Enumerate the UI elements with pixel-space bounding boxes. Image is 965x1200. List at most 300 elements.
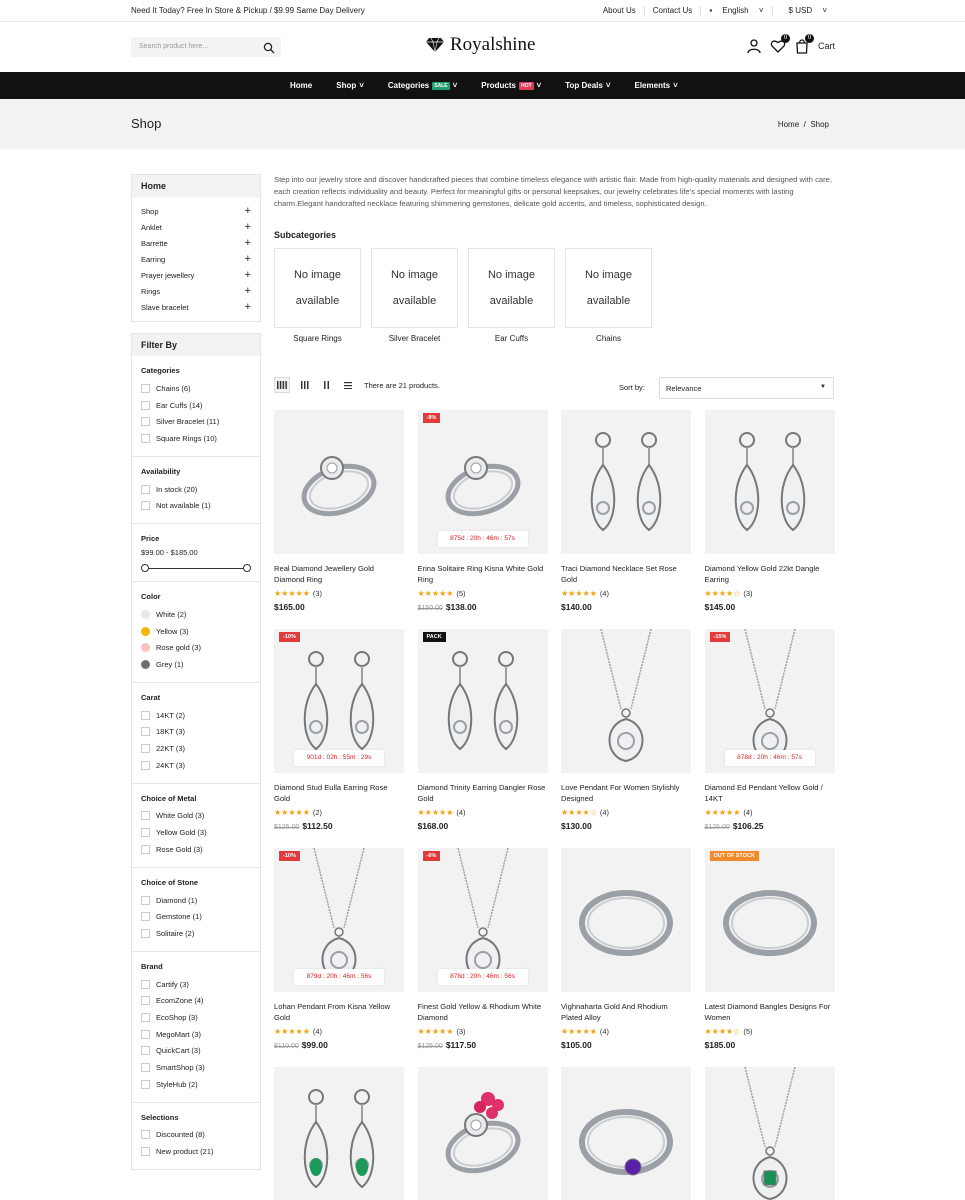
category-item-slave-bracelet[interactable] xyxy=(141,299,251,315)
breadcrumb-separator: / xyxy=(803,120,806,129)
breadcrumb-current: Shop xyxy=(810,120,829,129)
about-link[interactable]: About Us xyxy=(602,6,636,15)
subcategory-image xyxy=(274,248,361,328)
filter-option[interactable] xyxy=(141,1059,251,1076)
option-label: Cartify (3) xyxy=(156,979,189,989)
plus-icon[interactable]: + xyxy=(244,285,251,297)
filter-option[interactable] xyxy=(141,1009,251,1026)
product-photo xyxy=(561,410,691,554)
filter-section-title: Availability xyxy=(141,466,181,476)
subcategory-ear-cuffs[interactable] xyxy=(468,248,555,343)
plus-icon[interactable]: + xyxy=(244,253,251,265)
checkbox[interactable] xyxy=(141,1080,150,1089)
product-image[interactable] xyxy=(274,629,404,773)
no-image-line: available xyxy=(295,294,340,307)
star-icons: ★★★★★ xyxy=(274,1027,310,1036)
current-price: $105.00 xyxy=(561,1040,592,1050)
product-count: There are 21 products. xyxy=(364,381,440,390)
option-label: Square Rings (10) xyxy=(156,433,217,443)
plus-icon[interactable]: + xyxy=(244,301,251,313)
language-value: English xyxy=(722,6,749,15)
filter-option[interactable] xyxy=(141,925,251,942)
wishlist-icon[interactable] xyxy=(770,35,788,54)
product-image[interactable] xyxy=(705,410,835,554)
nav-badge: SALE xyxy=(434,82,448,89)
current-price: $106.25 xyxy=(732,821,764,831)
product-image[interactable] xyxy=(418,848,548,992)
product-card[interactable] xyxy=(705,848,835,1050)
product-name[interactable]: Traci Diamond Necklace Set Rose Gold xyxy=(561,564,677,584)
checkbox[interactable] xyxy=(141,912,150,921)
star-icons: ★★★★★ xyxy=(417,589,454,598)
review-count: (3) xyxy=(743,589,753,598)
checkbox[interactable] xyxy=(141,1130,150,1139)
currency-selector[interactable]: $ USD ˅ xyxy=(772,6,835,15)
main-nav xyxy=(0,72,965,99)
product-photo xyxy=(561,629,691,773)
color-option[interactable] xyxy=(141,623,251,640)
rating xyxy=(705,589,835,598)
checkbox[interactable] xyxy=(141,744,150,753)
filter-section-brand xyxy=(132,952,260,1103)
color-swatch[interactable] xyxy=(141,610,150,619)
subcategories-title: Subcategories xyxy=(274,230,337,240)
nav-label: Shop xyxy=(336,81,357,90)
option-label: SmartShop (3) xyxy=(156,1063,205,1073)
product-photo xyxy=(561,848,691,992)
filter-section-title: Categories xyxy=(141,366,180,375)
filter-option[interactable] xyxy=(141,707,251,724)
review-count: (2) xyxy=(312,808,323,817)
list-view-icon[interactable] xyxy=(340,377,356,393)
filter-section-categories xyxy=(132,356,260,457)
logo[interactable] xyxy=(425,34,536,56)
star-icons: ★★★★☆ xyxy=(704,589,741,598)
filter-option[interactable] xyxy=(141,481,251,498)
option-label: Diamond (1) xyxy=(156,895,198,905)
product-label: OUT OF STOCK xyxy=(710,851,759,861)
filter-option[interactable] xyxy=(141,1127,251,1144)
checkbox[interactable] xyxy=(141,501,150,510)
nav-item-categories[interactable] xyxy=(388,81,457,90)
currency-value: $ USD xyxy=(788,6,813,15)
no-image-line: No image xyxy=(390,268,439,281)
filter-option[interactable] xyxy=(141,1026,251,1043)
main-content xyxy=(274,174,834,343)
product-name[interactable]: Vighnaharta Gold And Rhodium Plated Alloy xyxy=(561,1002,668,1022)
grid-view-2-icon[interactable] xyxy=(319,377,335,393)
product-name[interactable]: Finest Gold Yellow & Rhodium White Diamond xyxy=(417,1002,542,1022)
filter-panel xyxy=(131,333,261,1170)
filter-option[interactable] xyxy=(141,976,251,993)
product-image[interactable] xyxy=(705,1067,835,1200)
nav-badge: HOT xyxy=(520,82,532,89)
star-icons: ★★★★★ xyxy=(417,808,454,817)
subcategory-label: Ear Cuffs xyxy=(494,334,529,343)
product-photo xyxy=(418,629,548,773)
subcategory-chains[interactable] xyxy=(565,248,652,343)
filter-section-selections xyxy=(132,1103,260,1169)
option-label: StyleHub (2) xyxy=(156,1079,198,1089)
no-image-line: available xyxy=(489,294,534,307)
product-photo xyxy=(274,1067,404,1200)
product-card[interactable] xyxy=(705,1067,835,1200)
nav-item-shop[interactable] xyxy=(336,81,364,90)
category-tree-title[interactable]: Home xyxy=(132,175,260,197)
star-icons: ★★★★★ xyxy=(704,808,741,817)
checkbox[interactable] xyxy=(141,980,150,989)
option-label: EcomZone (4) xyxy=(156,996,204,1006)
account-icon[interactable] xyxy=(746,38,762,54)
product-name[interactable]: Diamond Yellow Gold 22kt Dangle Earring xyxy=(704,564,820,584)
filter-section-title: Choice of Metal xyxy=(141,793,197,803)
option-label: In stock (20) xyxy=(156,484,198,494)
product-image[interactable] xyxy=(705,848,835,992)
product-card[interactable] xyxy=(561,848,691,1050)
product-image[interactable] xyxy=(274,848,404,992)
checkbox[interactable] xyxy=(141,845,150,854)
checkbox[interactable] xyxy=(141,1013,150,1022)
product-price xyxy=(274,1040,404,1050)
checkbox[interactable] xyxy=(141,828,150,837)
filter-title: Filter By xyxy=(132,334,260,356)
filter-option[interactable] xyxy=(141,380,251,397)
product-card[interactable] xyxy=(274,848,404,1050)
current-price: $117.50 xyxy=(445,1040,477,1050)
product-photo xyxy=(274,410,404,554)
product-card[interactable] xyxy=(418,1067,548,1200)
plus-icon[interactable]: + xyxy=(244,221,251,233)
current-price: $112.50 xyxy=(302,821,333,831)
checkbox[interactable] xyxy=(141,711,150,720)
nav-label: Products xyxy=(481,81,516,90)
checkbox[interactable] xyxy=(141,896,150,905)
subcategory-label: Square Rings xyxy=(293,334,342,343)
current-price: $185.00 xyxy=(704,1040,736,1050)
old-price: $150.00 xyxy=(417,605,443,612)
sort-value: Relevance xyxy=(666,384,702,393)
promo-text: Need It Today? Free In Store & Pickup / $9.99 Same Day Delivery xyxy=(131,6,365,15)
option-label: 22KT (3) xyxy=(156,744,186,754)
category-item-rings[interactable] xyxy=(141,283,251,299)
rating xyxy=(705,808,835,817)
search-box[interactable] xyxy=(131,37,281,57)
subcategory-label: Silver Bracelet xyxy=(388,334,441,343)
review-count: (3) xyxy=(456,1027,466,1036)
nav-item-elements[interactable] xyxy=(635,81,678,90)
rating xyxy=(274,1027,404,1036)
filter-section-availability xyxy=(132,457,260,524)
checkbox[interactable] xyxy=(141,384,150,393)
filter-option[interactable] xyxy=(141,992,251,1009)
star-icons: ★★★★☆ xyxy=(561,808,597,817)
option-label: New product (21) xyxy=(156,1147,214,1157)
product-image[interactable] xyxy=(418,629,548,773)
checkbox[interactable] xyxy=(141,434,150,443)
star-icons: ★★★★★ xyxy=(561,1027,597,1036)
filter-option[interactable] xyxy=(141,413,251,430)
checkbox[interactable] xyxy=(141,401,150,410)
subcategory-image xyxy=(371,248,458,328)
review-count: (3) xyxy=(312,589,323,598)
option-label: Silver Bracelet (11) xyxy=(156,417,220,427)
rating xyxy=(418,1027,548,1036)
countdown-timer: 901d : 02h : 55m : 29s xyxy=(294,750,384,766)
product-image[interactable] xyxy=(418,1067,548,1200)
color-option[interactable] xyxy=(141,656,251,673)
product-card[interactable] xyxy=(418,410,548,612)
product-image[interactable] xyxy=(561,848,691,992)
option-label: Rose Gold (3) xyxy=(156,844,203,854)
product-card[interactable] xyxy=(274,1067,404,1200)
language-selector[interactable]: ▪ English ˅ xyxy=(700,6,771,15)
nav-label: Top Deals xyxy=(565,81,603,90)
logo-text: Royalshine xyxy=(450,34,536,55)
product-image[interactable] xyxy=(561,1067,691,1200)
no-image-line: available xyxy=(586,294,631,307)
no-image-line: No image xyxy=(584,268,633,281)
category-item-earring[interactable] xyxy=(141,251,251,267)
old-price: $110.00 xyxy=(274,1043,299,1050)
product-name[interactable]: Real Diamond Jewellery Gold Diamond Ring xyxy=(274,564,375,584)
products-toolbar xyxy=(274,377,834,399)
star-icons: ★★★★★ xyxy=(274,808,310,817)
nav-label: Home xyxy=(290,81,313,90)
checkbox[interactable] xyxy=(141,1147,150,1156)
filter-option[interactable] xyxy=(141,824,251,841)
checkbox[interactable] xyxy=(141,811,150,820)
product-card[interactable] xyxy=(418,848,548,1050)
rating xyxy=(418,589,548,598)
rating xyxy=(274,589,404,598)
product-card[interactable] xyxy=(561,1067,691,1200)
filter-option[interactable] xyxy=(141,808,251,825)
rating xyxy=(705,1027,835,1036)
product-image[interactable] xyxy=(274,1067,404,1200)
product-price xyxy=(274,602,404,612)
subcategory-silver-bracelet[interactable] xyxy=(371,248,458,343)
color-swatch[interactable] xyxy=(141,627,150,636)
current-price: $145.00 xyxy=(704,602,736,612)
rating xyxy=(561,589,691,598)
product-label: PACK xyxy=(423,632,446,642)
product-photo xyxy=(561,1067,691,1200)
product-name[interactable]: Latest Diamond Bangles Designs For Women xyxy=(704,1002,831,1022)
checkbox[interactable] xyxy=(141,1063,150,1072)
slider-handle-max[interactable] xyxy=(243,564,251,572)
filter-option[interactable] xyxy=(141,430,251,447)
color-swatch[interactable] xyxy=(141,660,150,669)
product-price xyxy=(705,821,835,831)
option-label: Rose gold (3) xyxy=(156,643,202,653)
product-photo xyxy=(705,848,835,992)
sidebar xyxy=(131,174,261,1170)
option-label: QuickCart (3) xyxy=(156,1046,201,1056)
star-icons: ★★★★★ xyxy=(274,589,310,598)
product-card[interactable] xyxy=(274,629,404,831)
filter-option[interactable] xyxy=(141,1076,251,1093)
filter-option[interactable] xyxy=(141,757,251,774)
product-label: -10% xyxy=(279,632,300,642)
chevron-down-icon: ˅ xyxy=(536,81,542,90)
filter-section-title: Color xyxy=(141,592,161,602)
filter-option[interactable] xyxy=(141,740,251,757)
checkbox[interactable] xyxy=(141,417,150,426)
product-image[interactable] xyxy=(274,410,404,554)
product-image[interactable] xyxy=(561,410,691,554)
star-icons: ★★★★☆ xyxy=(704,1027,741,1036)
category-tree xyxy=(131,174,261,322)
product-name[interactable]: Diamond Ed Pendant Yellow Gold / 14KT xyxy=(704,783,823,803)
category-item-anklet[interactable] xyxy=(141,219,251,235)
page-title: Shop xyxy=(131,116,162,131)
product-price xyxy=(418,602,548,612)
breadcrumb xyxy=(778,120,829,129)
rating xyxy=(418,808,548,817)
category-item-prayer-jewellery[interactable] xyxy=(141,267,251,283)
filter-section-title: Choice of Stone xyxy=(141,877,199,887)
option-label: 18KT (3) xyxy=(156,727,186,737)
category-item-shop[interactable] xyxy=(141,203,251,219)
category-item-barrette[interactable] xyxy=(141,235,251,251)
cart-label[interactable]: Cart xyxy=(817,41,835,51)
category-description: Step into our jewelry store and discover handcrafted pieces that combine timeless elegance with artistic flair. Made from high-quality materials and designed with care, each creation reflects individuality and beauty. Perfect for meaningful gifts or personal keepsakes, our jewelry celebrates life's special moments with lasting charm.Elegant handcrafted necklace featuring shimmering gemstones, delicate gold accents, and timeless, sophisticated design. xyxy=(274,175,832,208)
chevron-down-icon: ˅ xyxy=(673,81,678,90)
nav-item-home[interactable] xyxy=(290,81,312,90)
star-icons: ★★★★★ xyxy=(561,589,597,598)
slider-handle-min[interactable] xyxy=(141,564,149,572)
color-option[interactable] xyxy=(141,606,251,623)
filter-section-carat xyxy=(132,683,260,784)
top-bar xyxy=(0,0,965,22)
product-card[interactable] xyxy=(274,410,404,612)
filter-section-choice-of-stone xyxy=(132,868,260,952)
checkbox[interactable] xyxy=(141,727,150,736)
nav-item-top-deals[interactable] xyxy=(565,81,610,90)
search-icon[interactable] xyxy=(263,41,275,59)
current-price: $168.00 xyxy=(417,821,449,831)
search-input[interactable]: Search product here... xyxy=(139,43,209,50)
old-price: $125.00 xyxy=(417,1043,443,1050)
review-count: (5) xyxy=(743,1027,753,1036)
option-label: Chains (6) xyxy=(156,383,191,393)
plus-icon[interactable]: + xyxy=(244,269,251,281)
option-label: EcoShop (3) xyxy=(156,1012,198,1022)
wishlist-count: 0 xyxy=(781,34,790,43)
filter-option[interactable] xyxy=(141,497,251,514)
filter-option[interactable] xyxy=(141,724,251,741)
plus-icon[interactable]: + xyxy=(244,237,251,249)
rating xyxy=(561,808,691,817)
subcategory-square-rings[interactable] xyxy=(274,248,361,343)
product-image[interactable] xyxy=(561,629,691,773)
chevron-down-icon: ˅ xyxy=(452,81,458,90)
chevron-down-icon: ˅ xyxy=(605,81,611,90)
color-swatch[interactable] xyxy=(141,643,150,652)
product-name[interactable]: Erina Solitaire Ring Kisna White Gold Ring xyxy=(417,564,544,584)
grid-view-3-icon[interactable] xyxy=(297,377,313,393)
old-price: $125.00 xyxy=(274,824,300,831)
countdown-timer: 875d : 20h : 46m : 57s xyxy=(438,531,528,547)
product-price xyxy=(561,602,691,612)
product-card[interactable] xyxy=(561,410,691,612)
cart-icon[interactable] xyxy=(794,35,812,54)
filter-section-title: Price xyxy=(141,534,160,544)
diamond-logo-icon xyxy=(425,37,445,53)
filter-option[interactable] xyxy=(141,1043,251,1060)
product-photo xyxy=(705,1067,835,1200)
grid-view-4-icon[interactable] xyxy=(274,377,290,393)
countdown-timer: 878d : 20h : 46m : 57s xyxy=(725,750,815,766)
color-option[interactable] xyxy=(141,640,251,657)
price-slider[interactable] xyxy=(145,564,247,572)
product-image[interactable] xyxy=(418,410,548,554)
checkbox[interactable] xyxy=(141,929,150,938)
product-card[interactable] xyxy=(705,629,835,831)
plus-icon[interactable]: + xyxy=(244,205,251,217)
category-label: Anklet xyxy=(141,222,162,232)
category-label: Barrette xyxy=(141,238,168,248)
option-label: Gemstone (1) xyxy=(156,912,202,922)
price-range: $99.00 - $185.00 xyxy=(141,548,198,558)
contact-link[interactable]: Contact Us xyxy=(644,6,701,15)
category-label: Earring xyxy=(141,254,166,264)
cart-count: 0 xyxy=(805,34,814,43)
filter-section-price xyxy=(132,524,260,582)
product-card[interactable] xyxy=(561,629,691,831)
sort-label: Sort by: xyxy=(619,383,645,392)
filter-section-title: Carat xyxy=(141,692,161,702)
product-card[interactable] xyxy=(705,410,835,612)
current-price: $99.00 xyxy=(301,1040,328,1050)
current-price: $140.00 xyxy=(561,602,592,612)
sort-select[interactable] xyxy=(659,377,834,399)
filter-section-title: Selections xyxy=(141,1112,179,1122)
breadcrumb-home[interactable]: Home xyxy=(777,120,800,129)
checkbox[interactable] xyxy=(141,996,150,1005)
rating xyxy=(274,808,404,817)
filter-section-title: Brand xyxy=(141,961,163,971)
filter-option[interactable] xyxy=(141,841,251,858)
filter-option[interactable] xyxy=(141,397,251,414)
countdown-timer: 879d : 20h : 46m : 56s xyxy=(294,969,384,985)
checkbox[interactable] xyxy=(141,1046,150,1055)
option-label: Not available (1) xyxy=(156,501,211,511)
checkbox[interactable] xyxy=(141,761,150,770)
product-name[interactable]: Lohan Pendant From Kisna Yellow Gold xyxy=(274,1002,391,1022)
site-header xyxy=(0,22,965,72)
checkbox[interactable] xyxy=(141,485,150,494)
product-price xyxy=(274,821,404,831)
filter-option[interactable] xyxy=(141,892,251,909)
nav-item-products[interactable] xyxy=(481,81,541,90)
review-count: (4) xyxy=(599,808,610,817)
option-label: MegoMart (3) xyxy=(156,1029,202,1039)
review-count: (5) xyxy=(456,589,466,598)
product-name[interactable]: Love Pendant For Women Stylishly Designed xyxy=(561,783,680,803)
filter-section-color xyxy=(132,582,260,683)
product-card[interactable] xyxy=(418,629,548,831)
product-name[interactable]: Diamond Trinity Earring Dangler Rose Gold xyxy=(417,783,546,803)
review-count: (4) xyxy=(599,1027,610,1036)
filter-section-choice-of-metal xyxy=(132,784,260,868)
current-price: $130.00 xyxy=(561,821,592,831)
product-name[interactable]: Diamond Stud Eulla Earring Rose Gold xyxy=(274,783,388,803)
checkbox[interactable] xyxy=(141,1030,150,1039)
filter-option[interactable] xyxy=(141,1143,251,1160)
product-image[interactable] xyxy=(705,629,835,773)
filter-option[interactable] xyxy=(141,908,251,925)
